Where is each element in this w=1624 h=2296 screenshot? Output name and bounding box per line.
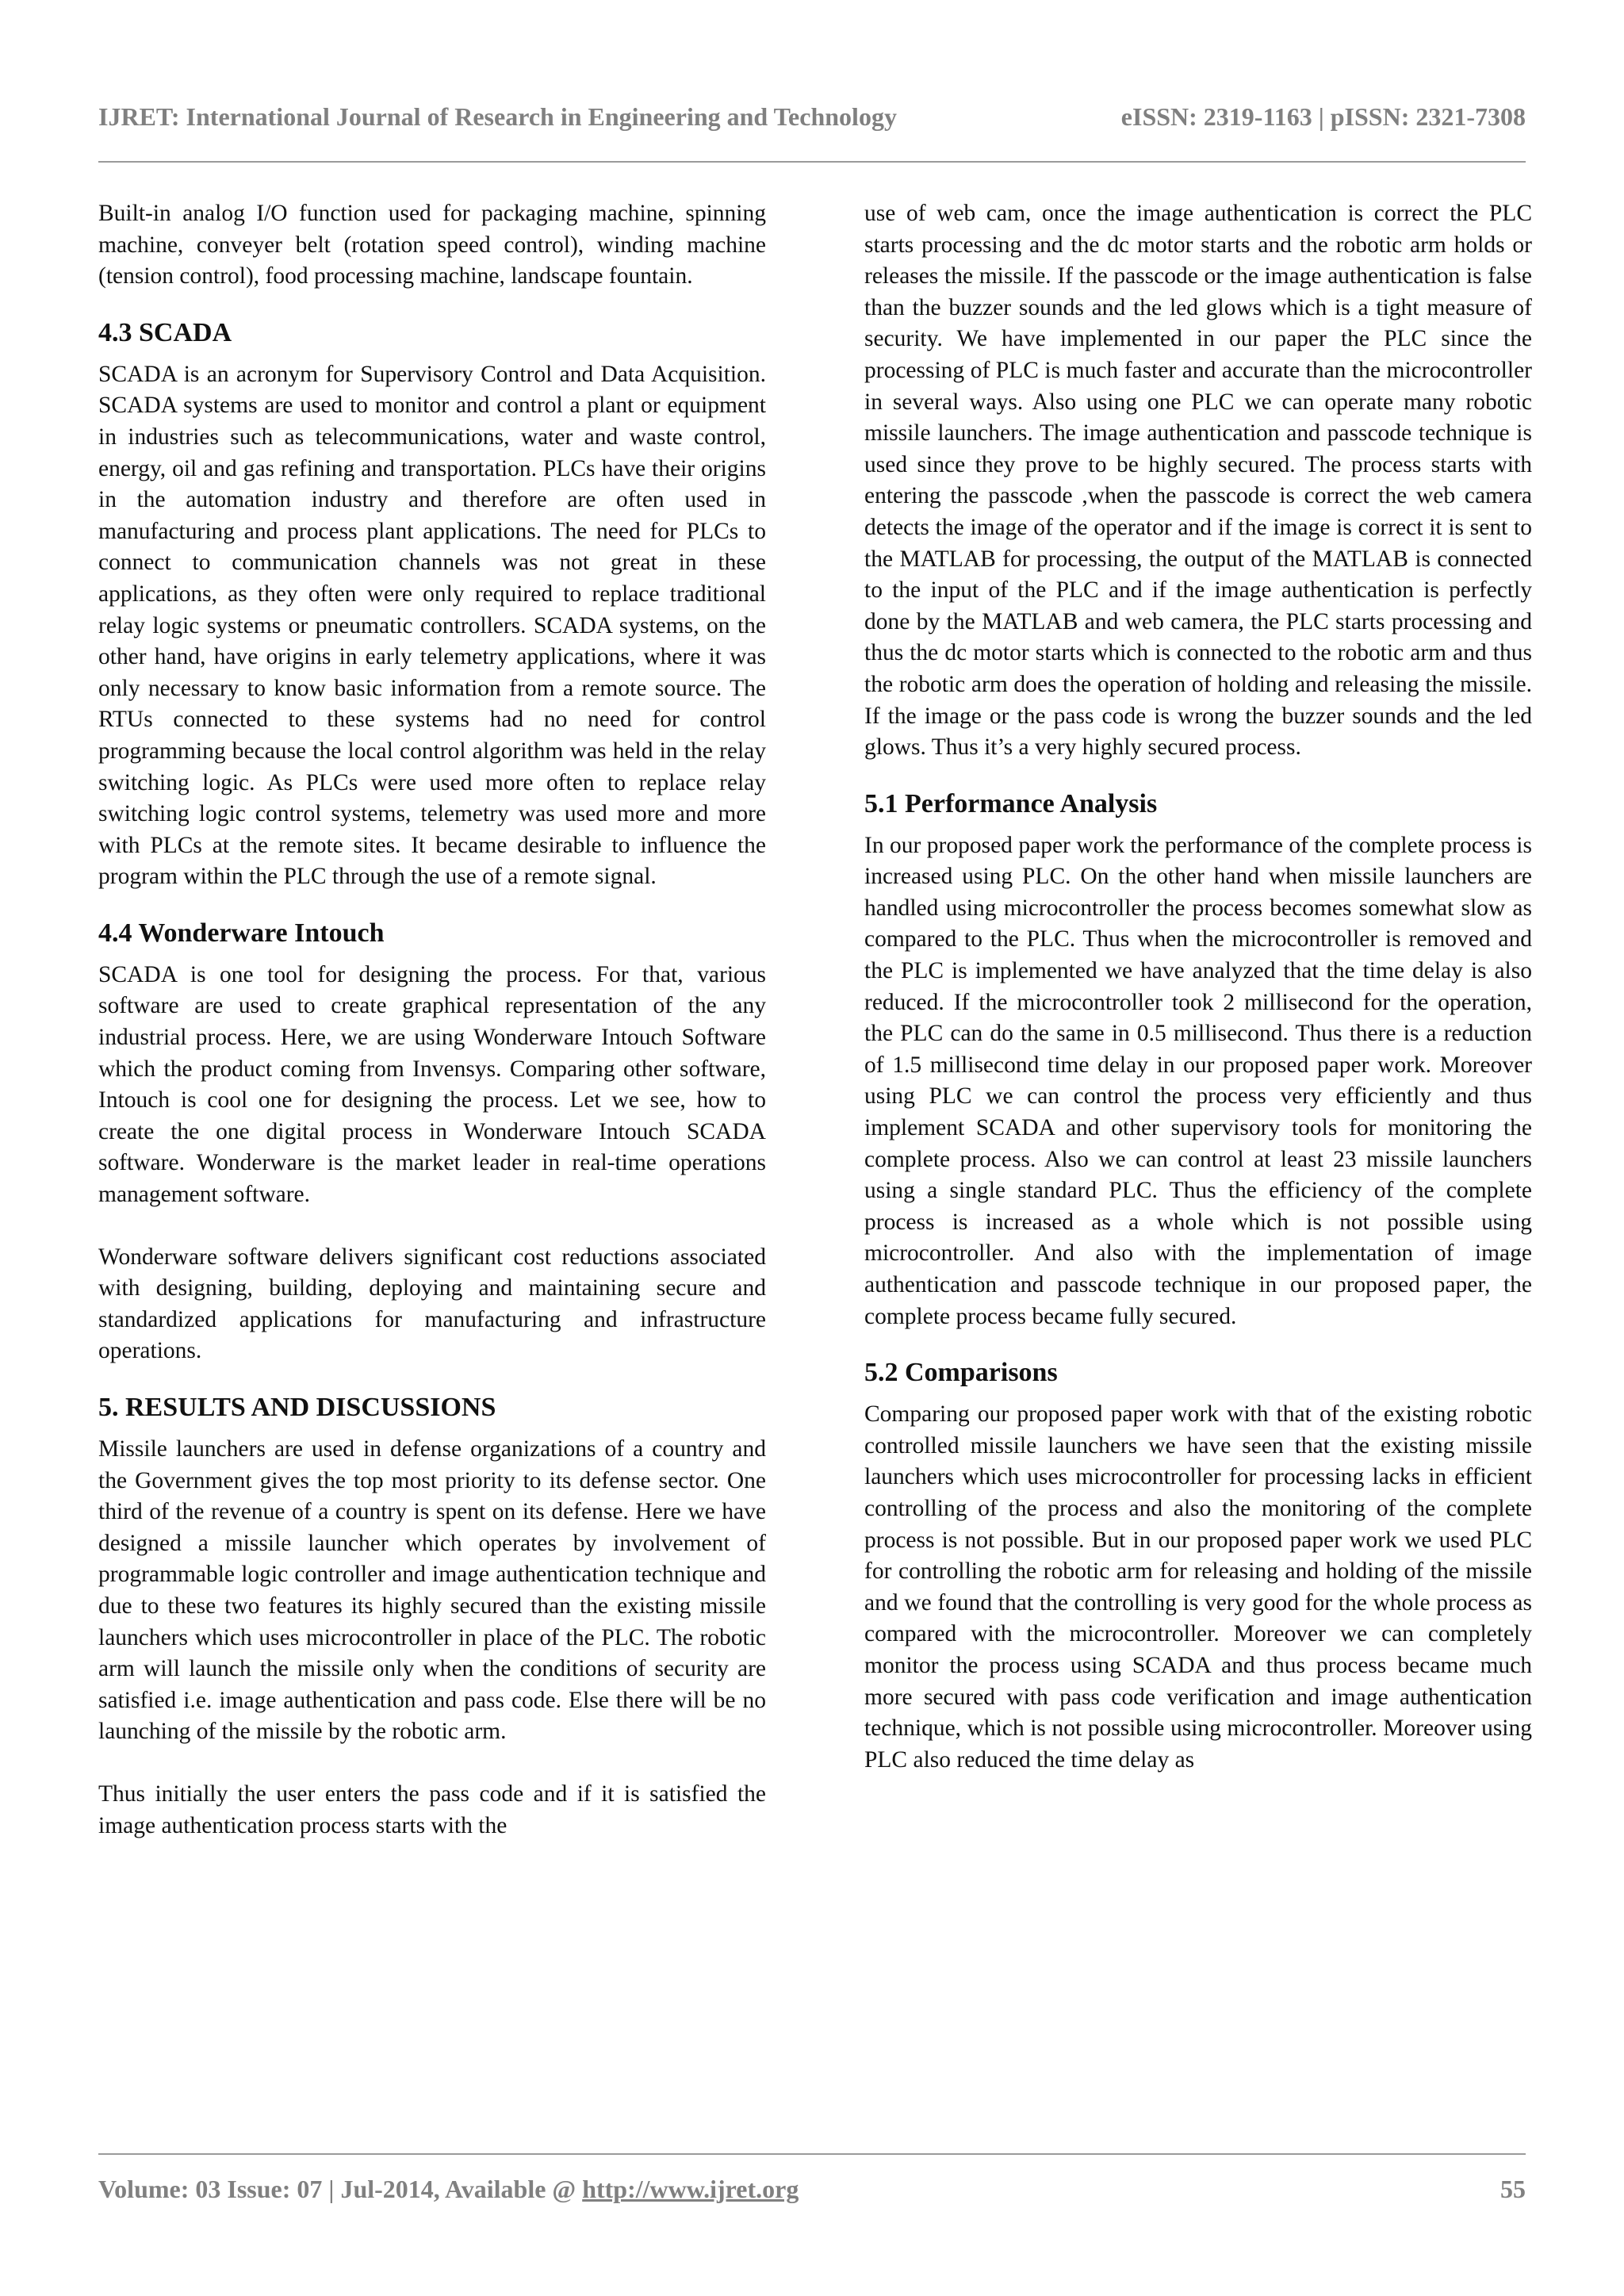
header-divider — [98, 161, 1526, 163]
section-5-2-paragraph: Comparing our proposed paper work with that of the existing robotic controlled missile launchers we have seen that the existing missile launchers which uses microcontroller for processing lacks in efficient controlling of the process and also the monitoring of the complete process is not possible. But in our proposed paper work we used PLC for controlling the robotic arm for releasing and holding of the missile and we found that the controlling is very good for the whole process as compared with the microcontroller. Moreover we can completely monitor the process using SCADA and thus process became much more secured with pass code verification and image authentication technique, which is not possible using microcontroller. Moreover using PLC also reduced the time delay as — [864, 1401, 1532, 1773]
section-4-4-paragraph-2: Wonderware software delivers significant cost reductions associated with designing, building, deploying and maintaining secure and standardized applications for manufacturing and infrastructure operations. — [98, 1244, 766, 1364]
left-column — [98, 198, 766, 1842]
section-4-4-heading: 4.4 Wonderware Intouch — [98, 918, 385, 948]
section-5-1-heading: 5.1 Performance Analysis — [864, 788, 1158, 818]
issn-numbers: eISSN: 2319-1163 | pISSN: 2321-7308 — [1120, 102, 1526, 131]
journal-website-link[interactable]: http://www.ijret.org — [582, 2174, 799, 2203]
footer-volume-info — [98, 2175, 799, 2204]
footer-divider — [98, 2153, 1526, 2155]
running-footer — [98, 2169, 1526, 2209]
section-4-4-paragraph-1: SCADA is one tool for designing the process. For that, various software are used to create graphical representation of the any industrial process. Here, we are using Wonderware Intouch Software which the product coming from Invensys. Comparing other software, Intouch is cool one for designing the process. Let we see, how to create the one digital process in Wonderware Intouch SCADA software. Wonderware is the market leader in real-time operations management software. — [98, 961, 766, 1208]
continuation-paragraph: use of web cam, once the image authentication is correct the PLC starts processing and the dc motor starts and the robotic arm holds or releases the missile. If the passcode or the image authentication is false than the buzzer sounds and the led glows which is a tight measure of security. We have implemented in our paper the PLC since the processing of PLC is much faster and accurate than the microcontroller in several ways. Also using one PLC we can operate many robotic missile launchers. The image authentication and passcode technique is used since they prove to be highly secured. The process starts with entering the passcode ,when the passcode is correct the web camera detects the image of the operator and if the image is correct it is sent to the MATLAB for processing, the output of the MATLAB is connected to the input of the PLC and if the image authentication is perfectly done by the MATLAB and web camera, the PLC starts processing and thus the dc motor starts which is connected to the robotic arm and thus the robotic arm does the operation of holding and releasing the missile. If the image or the pass code is wrong the buzzer sounds and the led glows. Thus it’s a very highly secured process. — [864, 201, 1532, 761]
running-header — [98, 97, 1526, 136]
section-5-2-heading: 5.2 Comparisons — [864, 1358, 1058, 1388]
intro-paragraph: Built-in analog I/O function used for packaging machine, spinning machine, conveyer belt (rotation speed control), winding machine (tension control), food processing machine, landscape fountain. — [98, 201, 766, 289]
page-number: 55 — [1500, 2174, 1526, 2203]
right-column — [864, 198, 1532, 1776]
section-4-3-heading: 4.3 SCADA — [98, 317, 232, 347]
section-5-1-paragraph: In our proposed paper work the performance of the complete process is increased using PLC. On the other hand when missile launchers are handled using microcontroller the process becomes somewhat slow as compared to the PLC. Thus when the microcontroller is removed and the PLC is implemented we have analyzed that the time delay is also reduced. If the microcontroller took 2 millisecond for the operation, the PLC can do the same in 0.5 millisecond. Thus there is a reduction of 1.5 millisecond time delay in our proposed paper work. Moreover using PLC we can control the process very efficiently and thus implement SCADA and other supervisory tools for monitoring the complete process. Also we can control at least 23 missile launchers using a single standard PLC. Thus the efficiency of the complete process is increased as a whole which is not possible using microcontroller. And also with the implementation of image authentication and passcode technique in our proposed paper, the complete process became fully secured. — [864, 832, 1532, 1329]
journal-title: IJRET: International Journal of Research in Engineering and Technology — [98, 102, 897, 131]
section-4-3-paragraph: SCADA is an acronym for Supervisory Control and Data Acquisition. SCADA systems are used to monitor and control a plant or equipment in industries such as telecommunications, water and waste control, energy, oil and gas refining and transportation. PLCs have their origins in the automation industry and therefore are often used in manufacturing and process plant applications. The need for PLCs to connect to communication channels was not great in these applications, as they often were only required to replace traditional relay logic systems or pneumatic controllers. SCADA systems, on the other hand, have origins in early telemetry applications, where it was only necessary to know basic information from a remote source. The RTUs connected to these systems had no need for control programming because the local control algorithm was held in the relay switching logic. As PLCs were used more often to replace relay switching logic control systems, telemetry was used more and more with PLCs at the remote sites. It became desirable to influence the program within the PLC through the use of a remote signal. — [98, 361, 766, 890]
section-5-heading: 5. RESULTS AND DISCUSSIONS — [98, 1393, 496, 1422]
footer-volume-text: Volume: 03 Issue: 07 | Jul-2014, Available @ — [98, 2174, 583, 2203]
section-5-paragraph-1: Missile launchers are used in defense organizations of a country and the Government gives the top most priority to its defense sector. One third of the revenue of a country is spent on its defense. Here we have designed a missile launcher which operates by involvement of programmable logic controller and image authentication technique and due to these two features its highly secured than the existing missile launchers which uses microcontroller in place of the PLC. The robotic arm will launch the missile only when the conditions of security are satisfied i.e. image authentication and pass code. Else there will be no launching of the missile by the robotic arm. — [98, 1436, 766, 1745]
section-5-paragraph-2: Thus initially the user enters the pass code and if it is satisfied the image authentication process starts with the — [98, 1780, 766, 1838]
